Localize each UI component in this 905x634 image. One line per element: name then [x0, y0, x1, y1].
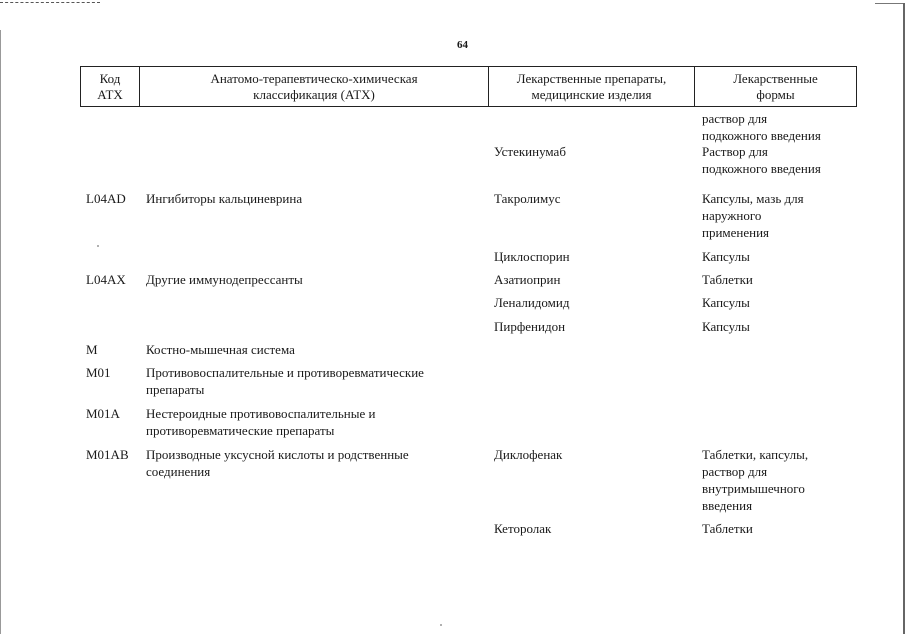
header-drugs-line: медицинские изделия	[531, 86, 652, 102]
row-forms	[702, 318, 750, 335]
classification-line: Другие иммунодепрессанты	[146, 272, 303, 287]
forms-line: подкожного введения	[702, 161, 821, 176]
header-drugs	[489, 67, 695, 107]
classification-line: Ингибиторы кальциневрина	[146, 191, 303, 206]
row-drug: Кеторолак	[494, 521, 552, 536]
classification-line: соединения	[146, 464, 211, 479]
row-forms	[702, 294, 750, 311]
forms-line: Раствор для	[702, 144, 768, 159]
row-classification	[146, 341, 295, 358]
scan-edge-top-right	[875, 3, 905, 4]
row-forms	[702, 110, 821, 144]
row-forms	[702, 190, 804, 241]
header-code-line: Код	[99, 70, 121, 86]
row-forms	[702, 143, 821, 177]
row-drug: Леналидомид	[494, 295, 570, 310]
row-forms	[702, 520, 753, 537]
row-code: L04AX	[86, 272, 126, 287]
forms-line: Таблетки, капсулы,	[702, 447, 809, 462]
forms-line: Таблетки	[702, 521, 753, 536]
row-classification	[146, 446, 409, 480]
forms-line: Капсулы	[702, 295, 750, 310]
forms-line: Таблетки	[702, 272, 753, 287]
header-code-line: АТХ	[97, 86, 123, 102]
header-drugs-line: Лекарственные препараты,	[516, 70, 667, 86]
header-forms	[695, 67, 857, 107]
row-classification	[146, 271, 303, 288]
row-forms	[702, 248, 750, 265]
forms-line: внутримышечного	[702, 481, 805, 496]
forms-line: Капсулы	[702, 249, 750, 264]
row-drug: Диклофенак	[494, 447, 563, 462]
classification-line: Производные уксусной кислоты и родственные	[146, 447, 409, 462]
forms-line: Капсулы, мазь для	[702, 191, 804, 206]
header-forms-line: Лекарственные	[733, 70, 818, 86]
row-classification	[146, 405, 375, 439]
page-number: 64	[457, 39, 468, 51]
row-drug: Азатиоприн	[494, 272, 561, 287]
forms-line: раствор для	[702, 111, 768, 126]
row-code: L04AD	[86, 191, 126, 206]
forms-line: введения	[702, 498, 753, 513]
forms-line: подкожного введения	[702, 128, 821, 143]
classification-line: Нестероидные противовоспалительные и	[146, 406, 376, 421]
row-code: M01	[86, 365, 111, 380]
row-classification	[146, 190, 302, 207]
forms-line: раствор для	[702, 464, 768, 479]
classification-line: противоревматические препараты	[146, 423, 335, 438]
row-drug: Пирфенидон	[494, 319, 566, 334]
scan-edge-left	[0, 30, 1, 634]
table-header	[80, 66, 857, 107]
row-drug: Такролимус	[494, 191, 561, 206]
row-drug: Циклоспорин	[494, 249, 570, 264]
header-classification-line: классификация (АТХ)	[253, 86, 375, 102]
scan-speck	[97, 245, 99, 247]
forms-line: наружного	[702, 208, 762, 223]
row-drug: Устекинумаб	[494, 144, 566, 159]
header-forms-line: формы	[756, 86, 795, 102]
forms-line: применения	[702, 225, 770, 240]
scan-speck	[440, 624, 442, 626]
classification-line: Противовоспалительные и противоревматические	[146, 365, 424, 380]
row-classification	[146, 364, 424, 398]
row-code: M01AB	[86, 447, 129, 462]
scan-edge-top	[0, 2, 100, 3]
row-code: M	[86, 342, 98, 357]
row-code: M01A	[86, 406, 120, 421]
header-classification-line: Анатомо-терапевтическо-химическая	[210, 70, 418, 86]
forms-line: Капсулы	[702, 319, 750, 334]
classification-line: Костно-мышечная система	[146, 342, 295, 357]
row-forms	[702, 446, 808, 514]
header-classification	[140, 67, 489, 107]
row-forms	[702, 271, 753, 288]
table-header-row	[81, 67, 857, 107]
classification-line: препараты	[146, 382, 205, 397]
header-code	[81, 67, 140, 107]
